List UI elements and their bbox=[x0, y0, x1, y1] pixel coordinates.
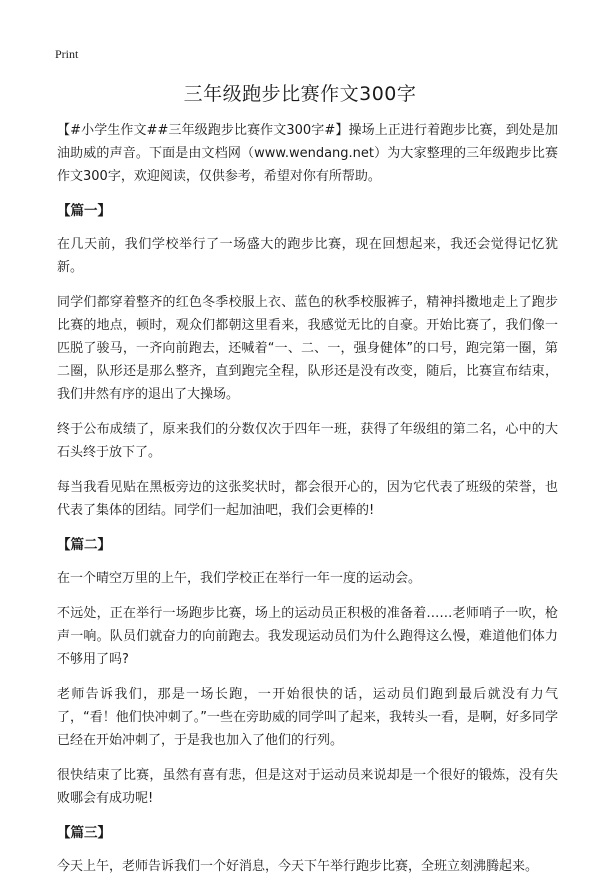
paragraph: 在几天前，我们学校举行了一场盛大的跑步比赛，现在回想起来，我还会觉得记忆犹新。 bbox=[57, 237, 558, 275]
section-heading: 【篇三】 bbox=[57, 825, 111, 841]
paragraph: 老师告诉我们，那是一场长跑，一开始很快的话，运动员们跑到最后就没有力气了，“看！他们快冲刺了。”一些在旁助威的同学叫了起来，我转头一看，是啊，好多同学已经在开始冲刺了，于是我也加入了他们的行列。 bbox=[57, 687, 558, 748]
paragraph: 不远处，正在举行一场跑步比赛，场上的运动员正积极的准备着……老师哨子一吹，枪声一响。队员们就奋力的向前跑去。我发现运动员们为什么跑得这么慢，难道他们体力不够用了吗? bbox=[57, 606, 558, 667]
paragraph: 今天上午，老师告诉我们一个好消息，今天下午举行跑步比赛，全班立刻沸腾起来。 bbox=[57, 859, 539, 874]
paragraph: 很快结束了比赛，虽然有喜有悲，但是这对于运动员来说却是一个很好的锻炼，没有失败哪会有成功呢! bbox=[57, 768, 558, 806]
paragraph: 在一个晴空万里的上午，我们学校正在举行一年一度的运动会。 bbox=[57, 571, 422, 586]
page-title: 三年级跑步比赛作文300字 bbox=[183, 83, 417, 105]
section-3 bbox=[57, 822, 558, 878]
intro-paragraph: 【#小学生作文##三年级跑步比赛作文300字#】操场上正进行着跑步比赛，到处是加油助威的声音。下面是由文档网（www.wendang.net）为大家整理的三年级跑步比赛作文300字，欢迎阅读，仅供参考，希望对你有所帮助。 bbox=[57, 123, 558, 184]
paragraph: 每当我看见贴在黑板旁边的这张奖状时，都会很开心的，因为它代表了班级的荣誉，也代表了集体的团结。同学们一起加油吧，我们会更棒的! bbox=[57, 480, 558, 518]
article-body bbox=[57, 119, 558, 890]
print-link[interactable]: Print bbox=[55, 47, 79, 61]
section-heading: 【篇二】 bbox=[57, 537, 111, 553]
section-heading: 【篇一】 bbox=[57, 203, 111, 219]
section-2 bbox=[57, 534, 558, 810]
paragraph: 同学们都穿着整齐的红色冬季校服上衣、蓝色的秋季校服裤子，精神抖擞地走上了跑步比赛的地点，顿时，观众们都朝这里看来，我感觉无比的自豪。开始比赛了，我们像一匹脱了骏马，一齐向前跑去，还喊着“一、二、一，强身健体”的口号，跑完第一圈，第二圈，队形还是那么整齐，直到跑完全程，队形还是没有改变，随后，比赛宣布结束，我们井然有序的退出了大操场。 bbox=[57, 295, 558, 402]
section-1 bbox=[57, 200, 558, 522]
paragraph: 终于公布成绩了，原来我们的分数仅次于四年一班，获得了年级组的第二名，心中的大石头终于放下了。 bbox=[57, 422, 558, 460]
